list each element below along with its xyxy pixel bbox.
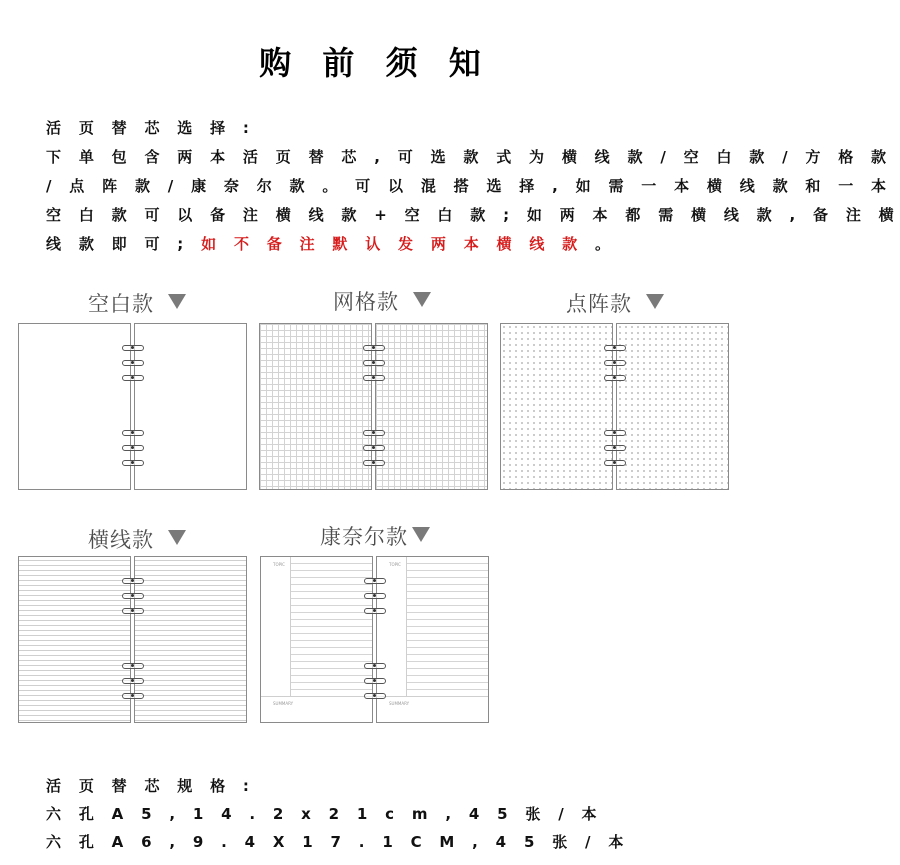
binder-ring-icon xyxy=(364,593,386,599)
page-title: 购 前 须 知 xyxy=(259,44,491,82)
binder-ring-icon xyxy=(604,430,626,436)
binder-ring-icon xyxy=(122,345,144,351)
cornell-summary-area xyxy=(377,696,488,722)
cornell-cue-tag: TOPIC xyxy=(389,562,401,567)
triangle-down-icon xyxy=(168,294,186,309)
binder-ring-icon xyxy=(122,445,144,451)
spec-a6: 六 孔 A 6 , 9 . 4 X 1 7 . 1 C M , 4 5 张 / 本 xyxy=(46,833,630,851)
page-left xyxy=(500,323,613,490)
binder-ring-icon xyxy=(122,693,144,699)
page-left xyxy=(18,556,131,723)
binder-ring-icon xyxy=(363,375,385,381)
triangle-down-icon xyxy=(168,530,186,545)
selection-line-4-end: 。 xyxy=(583,235,617,253)
style-label-cornell-text: 康奈尔款 xyxy=(320,525,408,549)
page-right xyxy=(376,556,489,723)
binder-ring-icon xyxy=(122,460,144,466)
spec-a5: 六 孔 A 5 , 1 4 . 2 x 2 1 c m , 4 5 张 / 本 xyxy=(46,805,603,823)
binder-ring-icon xyxy=(364,663,386,669)
cornell-summary-tag: SUMMARY xyxy=(273,701,294,706)
style-label-lined xyxy=(88,524,186,554)
binder-ring-icon xyxy=(363,430,385,436)
cornell-notes-area xyxy=(407,557,488,697)
cornell-summary-tag: SUMMARY xyxy=(389,701,410,706)
notebook-lined xyxy=(18,556,247,723)
page-right xyxy=(134,323,247,490)
binder-ring-icon xyxy=(364,678,386,684)
default-notice-highlight: 如 不 备 注 默 认 发 两 本 横 线 款 xyxy=(201,235,584,253)
binder-ring-icon xyxy=(122,593,144,599)
binder-ring-icon xyxy=(364,608,386,614)
binder-ring-icon xyxy=(363,345,385,351)
page-left xyxy=(18,323,131,490)
page-right xyxy=(375,323,488,490)
selection-heading: 活 页 替 芯 选 择 : xyxy=(46,119,256,137)
style-label-dot-text: 点阵款 xyxy=(566,292,632,316)
page-left xyxy=(260,556,373,723)
binder-ring-icon xyxy=(604,375,626,381)
binder-ring-icon xyxy=(122,430,144,436)
cornell-cue-tag: TOPIC xyxy=(273,562,285,567)
triangle-down-icon xyxy=(646,294,664,309)
binder-ring-icon xyxy=(604,445,626,451)
style-label-blank-text: 空白款 xyxy=(88,292,154,316)
binder-ring-icon xyxy=(363,460,385,466)
binder-ring-icon xyxy=(122,375,144,381)
page-left xyxy=(259,323,372,490)
binder-ring-icon xyxy=(122,678,144,684)
notebook-grid xyxy=(259,323,488,490)
selection-line-3: 空 白 款 可 以 备 注 横 线 款 + 空 白 款 ; 如 两 本 都 需 横 线 款 , 备 注 横 xyxy=(46,206,900,224)
notebook-cornell xyxy=(260,556,489,723)
binder-ring-icon xyxy=(363,360,385,366)
binder-ring-icon xyxy=(122,663,144,669)
selection-line-2: / 点 阵 款 / 康 奈 尔 款 。 可 以 混 搭 选 择 , 如 需 一 本 横 线 款 和 一 本 xyxy=(46,177,893,195)
style-label-lined-text: 横线款 xyxy=(88,528,154,552)
binder-ring-icon xyxy=(363,445,385,451)
style-label-blank xyxy=(88,288,186,318)
cornell-notes-area xyxy=(291,557,372,697)
triangle-down-icon xyxy=(412,527,430,542)
binder-ring-icon xyxy=(122,608,144,614)
binder-ring-icon xyxy=(364,578,386,584)
binder-ring-icon xyxy=(122,578,144,584)
binder-ring-icon xyxy=(604,360,626,366)
style-label-cornell xyxy=(320,521,430,551)
style-label-grid xyxy=(333,286,431,316)
selection-line-4 xyxy=(46,230,686,259)
binder-ring-icon xyxy=(122,360,144,366)
page-right xyxy=(134,556,247,723)
page-right xyxy=(616,323,729,490)
selection-line-4-text: 线 款 即 可 ; xyxy=(46,235,202,253)
binder-ring-icon xyxy=(604,460,626,466)
notebook-blank xyxy=(18,323,247,490)
triangle-down-icon xyxy=(413,292,431,307)
notebook-dot xyxy=(500,323,729,490)
cornell-summary-area xyxy=(261,696,372,722)
specs-heading: 活 页 替 芯 规 格 : xyxy=(46,777,256,795)
binder-ring-icon xyxy=(364,693,386,699)
style-label-dot xyxy=(566,288,664,318)
binder-ring-icon xyxy=(604,345,626,351)
selection-line-1: 下 单 包 含 两 本 活 页 替 芯 , 可 选 款 式 为 横 线 款 / 空 白 款 / 方 格 款 xyxy=(46,148,893,166)
specs-section xyxy=(46,772,686,856)
cornell-cue-column xyxy=(261,557,291,697)
selection-section xyxy=(46,114,900,259)
style-label-grid-text: 网格款 xyxy=(333,290,399,314)
